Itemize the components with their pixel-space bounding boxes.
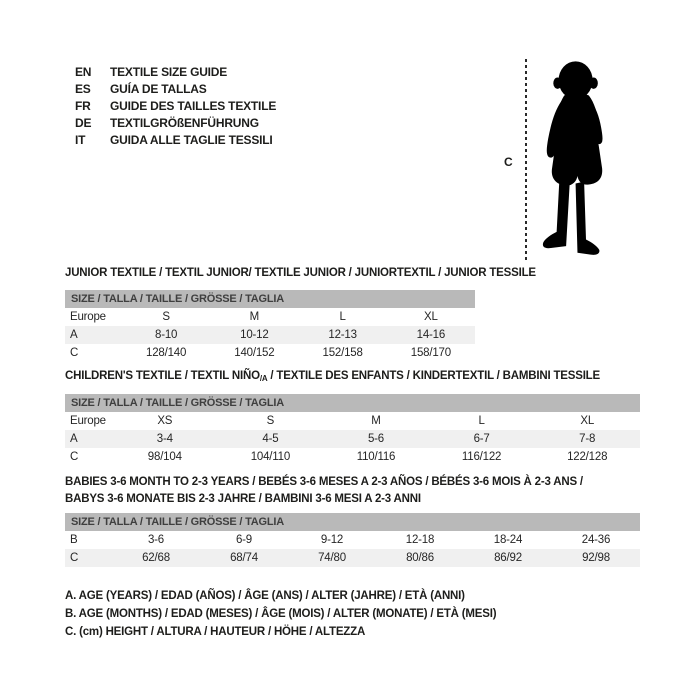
table-cell: XS xyxy=(157,415,173,427)
table-cell: 140/152 xyxy=(234,347,275,359)
size-band-header: SIZE / TALLA / TAILLE / GRÖSSE / TAGLIA xyxy=(65,290,475,308)
table-cell: 6-7 xyxy=(473,433,490,445)
table-row-height xyxy=(65,549,640,567)
table-cell: 86/92 xyxy=(494,552,522,564)
table-cell: 152/158 xyxy=(322,347,363,359)
row-label: A xyxy=(70,433,78,445)
height-measure-label: C xyxy=(504,155,513,169)
language-row-de xyxy=(75,114,276,131)
junior-size-table xyxy=(65,290,475,362)
note-age-years: A. AGE (YEARS) / EDAD (AÑOS) / ÂGE (ANS) / ALTER (JAHRE) / ETÀ (ANNI) xyxy=(65,590,465,602)
table-cell: 3-6 xyxy=(147,534,165,546)
row-label: A xyxy=(70,329,78,341)
language-code: IT xyxy=(75,132,86,147)
table-cell: 74/80 xyxy=(318,552,346,564)
table-cell: 9-12 xyxy=(320,534,344,546)
table-cell: 4-5 xyxy=(262,433,279,445)
table-cell: 12-13 xyxy=(328,329,357,341)
children-section-heading xyxy=(65,370,600,383)
table-cell: 68/74 xyxy=(230,552,258,564)
language-label: GUIDA ALLE TAGLIE TESSILI xyxy=(110,132,273,147)
language-list xyxy=(75,63,276,148)
language-label: GUIDE DES TAILLES TEXTILE xyxy=(110,98,277,113)
legend-notes xyxy=(65,587,496,641)
language-row-es xyxy=(75,80,276,97)
table-cell: 122/128 xyxy=(567,451,608,463)
table-row-europe xyxy=(65,308,475,326)
table-row-europe xyxy=(65,412,640,430)
row-label: C xyxy=(70,451,79,463)
table-row-age xyxy=(65,326,475,344)
table-cell: XL xyxy=(424,311,438,323)
children-size-table xyxy=(65,394,640,466)
table-row-age-months xyxy=(65,531,640,549)
language-code: ES xyxy=(75,81,91,96)
note-height-cm: C. (cm) HEIGHT / ALTURA / HAUTEUR / HÖHE / ALTEZZA xyxy=(65,626,366,638)
table-cell: M xyxy=(249,311,260,323)
children-heading-subscript: /A xyxy=(259,374,268,383)
note-age-months: B. AGE (MONTHS) / EDAD (MESES) / ÂGE (MOIS) / ALTER (MONATE) / ETÀ (MESI) xyxy=(65,608,497,620)
table-cell: S xyxy=(266,415,275,427)
table-cell: 104/110 xyxy=(250,451,291,463)
table-cell: L xyxy=(478,415,485,427)
table-cell: 12-18 xyxy=(405,534,435,546)
children-heading-text: CHILDREN'S TEXTILE / TEXTIL NIÑO xyxy=(65,370,260,382)
language-label: TEXTILE SIZE GUIDE xyxy=(110,64,228,79)
table-cell: 5-6 xyxy=(367,433,384,445)
size-band-header: SIZE / TALLA / TAILLE / GRÖSSE / TAGLIA xyxy=(65,513,640,531)
size-band-header: SIZE / TALLA / TAILLE / GRÖSSE / TAGLIA xyxy=(65,394,640,412)
table-cell: 80/86 xyxy=(406,552,434,564)
language-row-fr xyxy=(75,97,276,114)
table-cell: 6-9 xyxy=(235,534,253,546)
language-label: TEXTILGRÖßENFÜHRUNG xyxy=(110,115,259,130)
language-row-en xyxy=(75,63,276,80)
table-cell: L xyxy=(339,311,346,323)
table-cell: 10-12 xyxy=(240,329,269,341)
children-heading-text: / TEXTILE DES ENFANTS / KINDERTEXTIL / BAMBINI TESSILE xyxy=(267,370,600,382)
table-cell: 18-24 xyxy=(493,534,523,546)
table-cell: 92/98 xyxy=(582,552,610,564)
table-row-height xyxy=(65,344,475,362)
table-cell: 62/68 xyxy=(142,552,170,564)
height-measure-dashed-line xyxy=(525,59,527,260)
language-code: EN xyxy=(75,64,92,79)
table-cell: 3-4 xyxy=(156,433,173,445)
row-label: Europe xyxy=(70,415,106,427)
table-cell: M xyxy=(371,415,381,427)
table-cell: 8-10 xyxy=(155,329,178,341)
row-label: Europe xyxy=(70,311,106,323)
row-label: C xyxy=(70,552,79,564)
table-cell: XL xyxy=(580,415,595,427)
table-cell: 14-16 xyxy=(416,329,446,341)
row-label: C xyxy=(70,347,79,359)
table-cell: 116/122 xyxy=(461,451,502,463)
table-cell: 24-36 xyxy=(581,534,611,546)
language-code: DE xyxy=(75,115,92,130)
table-row-height xyxy=(65,448,640,466)
language-label: GUÍA DE TALLAS xyxy=(110,81,207,96)
table-cell: 98/104 xyxy=(147,451,182,463)
table-cell: S xyxy=(162,311,170,323)
table-cell: 128/140 xyxy=(146,347,187,359)
table-cell: 110/116 xyxy=(356,451,396,463)
baby-silhouette-image xyxy=(532,55,622,260)
babies-section-heading-line1: BABIES 3-6 MONTH TO 2-3 YEARS / BEBÉS 3-6 MESES A 2-3 AÑOS / BÉBÉS 3-6 MOIS À 2-3 ANS / xyxy=(65,476,583,488)
row-label: B xyxy=(70,534,78,546)
babies-section-heading-line2: BABYS 3-6 MONATE BIS 2-3 JAHRE / BAMBINI 3-6 MESI A 2-3 ANNI xyxy=(65,493,421,505)
language-row-it xyxy=(75,131,276,148)
language-code: FR xyxy=(75,98,91,113)
table-row-age xyxy=(65,430,640,448)
table-cell: 158/170 xyxy=(410,347,451,359)
junior-section-heading: JUNIOR TEXTILE / TEXTIL JUNIOR/ TEXTILE JUNIOR / JUNIORTEXTIL / JUNIOR TESSILE xyxy=(65,267,536,279)
babies-size-table xyxy=(65,513,640,567)
table-cell: 7-8 xyxy=(579,433,596,445)
